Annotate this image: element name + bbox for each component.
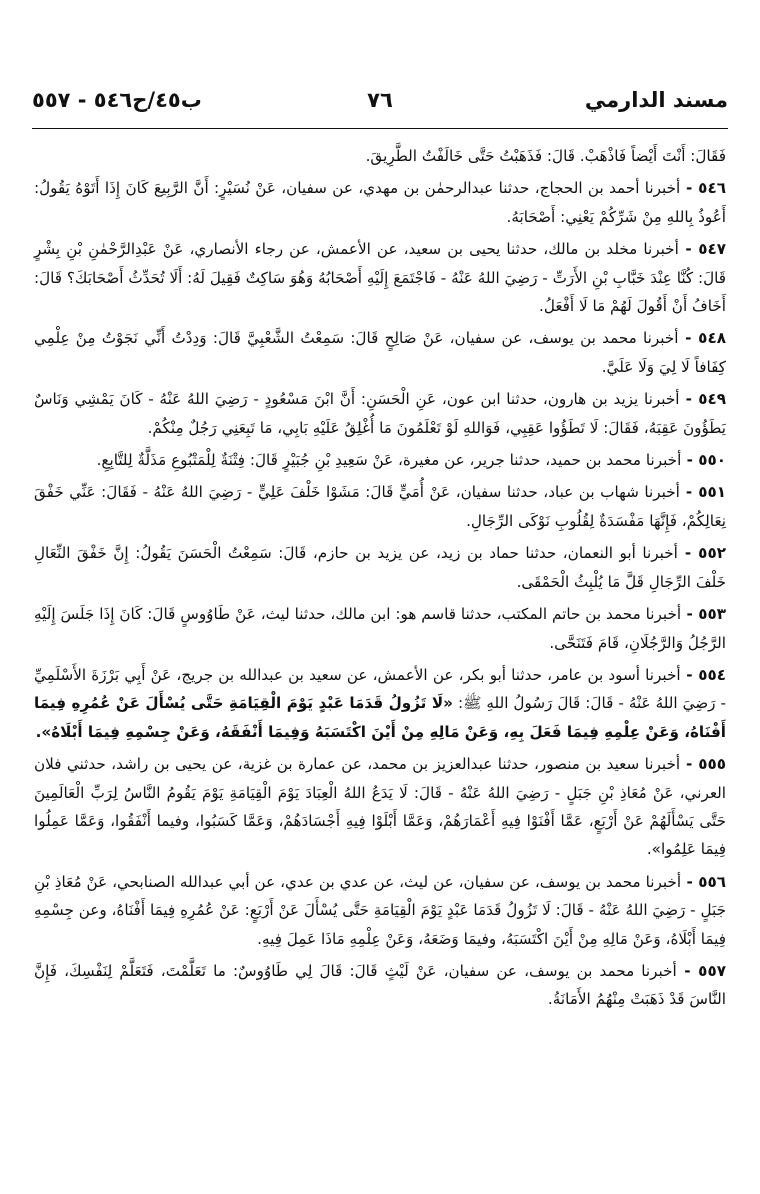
hadith-number: ٥٥١ -: [679, 483, 726, 502]
hadith-557: [34, 957, 726, 1014]
hadith-number: ٥٥٧ -: [676, 961, 726, 980]
continuation-paragraph: فَقَالَ: أَنْتَ أَيْضاً فَاذْهَبْ. قَالَ: فَذَهَبْتُ حَتَّى خَالَفْتُ الطَّرِيقَ.: [365, 147, 726, 165]
hadith-556: [34, 868, 726, 953]
hadith-546: [34, 174, 726, 231]
hadith-number: ٥٤٨ -: [678, 329, 726, 348]
hadith-555: [34, 750, 726, 864]
hadith-text: أخبرنا محمد بن حاتم المكتب، حدثنا قاسم هو: ابن مالك، حدثنا ليث، عَنْ طَاوُوسٍ قَالَ: كَانَ إِذَا جَلَسَ إِلَيْهِ الرَّجُلُ وَالرَّجُلَانِ، قَامَ فَتَنَحَّى.: [34, 605, 726, 652]
hadith-550: [34, 446, 726, 474]
hadith-number: ٥٥٥ -: [680, 755, 726, 774]
hadith-547: [34, 235, 726, 320]
hadith-text: أخبرنا محمد بن يوسف، عن سفيان، عَنْ لَيْثٍ قَالَ: قَالَ لِي طَاوُوسٌ: ما تَعَلَّمْتَ، فَتَعَلَّمْ لِنَفْسِكَ، فَإِنَّ النَّاسَ قَدْ ذَهَبَتْ مِنْهُمُ الأَمَانَةُ.: [34, 961, 726, 1009]
hadith-number: ٥٤٦ -: [680, 179, 726, 198]
hadith-text: أخبرنا مخلد بن مالك، حدثنا يحيى بن سعيد، عن الأعمش، عن رجاء الأنصاري، عَنْ عَبْدِالرَّحْمٰنِ بْنِ بِشْرٍ قَالَ: كُنَّا عِنْدَ خَبَّابِ بْنِ الأَرَتِّ - رَضِيَ اللهُ عَنْهُ - فَاجْتَمَعَ إِلَيْهِ أَصْحَابُهُ وَهُوَ سَاكِتٌ فَقِيلَ لَهُ: أَلَا تُحَدِّثُ أَصْحَابَكَ؟ قَالَ: أَخَافُ أَنْ أَقُولَ لَهُمْ مَا لَا أَفْعَلُ.: [34, 240, 726, 316]
hadith-number: ٥٥٢ -: [677, 544, 726, 563]
hadith-548: [34, 324, 726, 381]
page-number: ٧٦: [367, 88, 393, 112]
hadith-554: [34, 661, 726, 746]
hadith-number: ٥٤٩ -: [679, 390, 726, 409]
hadith-number: ٥٤٧ -: [678, 240, 726, 259]
page-body: [34, 142, 726, 1014]
hadith-552: [34, 539, 726, 596]
hadith-text: أخبرنا يزيد بن هارون، حدثنا ابن عون، عَنِ الْحَسَنِ: أَنَّ ابْنَ مَسْعُودٍ - رَضِيَ اللهُ عَنْهُ - كَانَ يَمْشِي وَنَاسٌ يَطَؤُونَ عَقِبَهُ، فَقَالَ: لَا تَطَؤُوا عَقِبِي، فَوَاللهِ لَوْ تَعْلَمُونَ مَا أُغْلِقُ عَلَيْهِ بَابِي، مَا تَبِعَنِي رَجُلٌ مِنْكُمْ.: [34, 390, 726, 437]
manuscript-reference: ب٤٥/ح٥٤٦ - ٥٥٧: [32, 88, 202, 112]
hadith-text: أخبرنا أبو النعمان، حدثنا حماد بن زيد، عن يزيد بن حازم، قَالَ: سَمِعْتُ الْحَسَنَ يَقُولُ: إِنَّ خَفْقَ النِّعَالِ خَلْفَ الرِّجَالِ قَلَّ مَا يُلْبِثُ الْحَمْقَى.: [34, 544, 726, 591]
hadith-text: أخبرنا سعيد بن منصور، حدثنا عبدالعزيز بن محمد، عن عمارة بن غزية، عن يحيى بن راشد، حدثني فلان العرني، عَنْ مُعَاذِ بْنِ جَبَلٍ - رَضِيَ اللهُ عَنْهُ - قَالَ: لَا يَدَعُ اللهُ الْعِبَادَ يَوْمَ الْقِيَامَةِ يَوْمَ يَقُومُ النَّاسُ لِرَبِّ الْعَالَمِينَ حَتَّى يَسْأَلَهُمْ عَنْ أَرْبَعٍ، عَمَّا أَفْنَوْا فِيهِ أَعْمَارَهُمْ، وَعَمَّا أَبْلَوْا فِيهِ أَجْسَادَهُمْ، وَعَمَّا كَسَبُوا، وفيما أَنْفَقُوا، وَعَمَّا عَمِلُوا فِيمَا عَلِمُوا».: [34, 755, 726, 859]
hadith-text: أخبرنا محمد بن يوسف، عن سفيان، عن ليث، عن عدي بن عدي، عن أبي عبدالله الصنابحي، عَنْ مُعَاذِ بْنِ جَبَلٍ - رَضِيَ اللهُ عَنْهُ - قَالَ: لَا تَزُولُ قَدَمَا عَبْدٍ يَوْمَ الْقِيَامَةِ حَتَّى يُسْأَلَ عَنْ أَرْبَعٍ: عَنْ عُمُرِهِ فِيمَا أَفْنَاهُ، وعن جِسْمِهِ فِيمَا أَبْلَاهُ، وَعَنْ مَالِهِ مِنْ أَيْنَ اكْتَسَبَهُ، وفيمَا وَضَعَهُ، وَعَنْ عِلْمِهِ مَاذَا عَمِلَ فِيهِ.: [34, 872, 726, 948]
hadith-number: ٥٥٦ -: [681, 872, 726, 891]
hadith-text: أخبرنا محمد بن حميد، حدثنا جرير، عن مغيرة، عَنْ سَعِيدِ بْنِ جُبَيْرٍ قَالَ: فِتْنَةٌ لِلْمَتْبُوعِ مَذَلَّةٌ لِلتَّابِعِ.: [96, 451, 682, 470]
hadith-number: ٥٥٣ -: [681, 605, 726, 624]
book-title: مسند الدارمي: [584, 88, 728, 112]
hadith-549: [34, 385, 726, 442]
hadith-text: أخبرنا شهاب بن عباد، حدثنا سفيان، عَنْ أُمَيٍّ قَالَ: مَشَوْا خَلْفَ عَلِيٍّ - رَضِيَ اللهُ عَنْهُ - فَقَالَ: عَنِّي خَفْقَ نِعَالِكُمْ، فَإِنَّهَا مَفْسَدَةٌ لِقُلُوبِ نَوْكَى الرِّجَالِ.: [34, 483, 726, 530]
hadith-text: أخبرنا محمد بن يوسف، عن سفيان، عَنْ صَالِحٍ قَالَ: سَمِعْتُ الشَّعْبِيَّ قَالَ: وَدِدْتُ أَنِّي نَجَوْتُ مِنْ عِلْمِي كِفَافاً لَا لِيَ وَلَا عَلَيَّ.: [34, 329, 726, 376]
hadith-553: [34, 600, 726, 657]
hadith-number: ٥٥٠ -: [681, 451, 726, 470]
hadith-text: أخبرنا أحمد بن الحجاج، حدثنا عبدالرحمٰن بن مهدي، عن سفيان، عَنْ نُسَيْرٍ: أَنَّ الرَّبِيعَ كَانَ إِذَا أَتَوْهُ يَقُولُ: أَعُوذُ بِاللهِ مِنْ شَرِّكُمْ يَعْنِي: أَصْحَابَهُ.: [34, 179, 726, 226]
running-header: [32, 88, 728, 129]
hadith-551: [34, 478, 726, 535]
prophetic-saying: «لَا تَزُولُ قَدَمَا عَبْدٍ يَوْمَ الْقِيَامَةِ حَتَّى يُسْأَلَ عَنْ عُمُرِهِ فِيمَا أَفْنَاهُ، وَعَنْ عِلْمِهِ فِيمَا فَعَلَ بِهِ، وَعَنْ مَالِهِ مِنْ أَيْنَ اكْتَسَبَهُ وَفِيمَا أَنْفَقَهُ، وَعَنْ جِسْمِهِ فِيمَا أَبْلَاهُ».: [34, 694, 726, 741]
hadith-text: أخبرنا أسود بن عامر، حدثنا أبو بكر، عن الأعمش، عن سعيد بن عبدالله بن جريج، عَنْ أَبِي بَرْزَةَ الأَسْلَمِيِّ - رَضِيَ اللهُ عَنْهُ - قَالَ: قَالَ رَسُولُ اللهِ ﷺ:: [34, 665, 726, 713]
hadith-number: ٥٥٤ -: [680, 665, 726, 684]
